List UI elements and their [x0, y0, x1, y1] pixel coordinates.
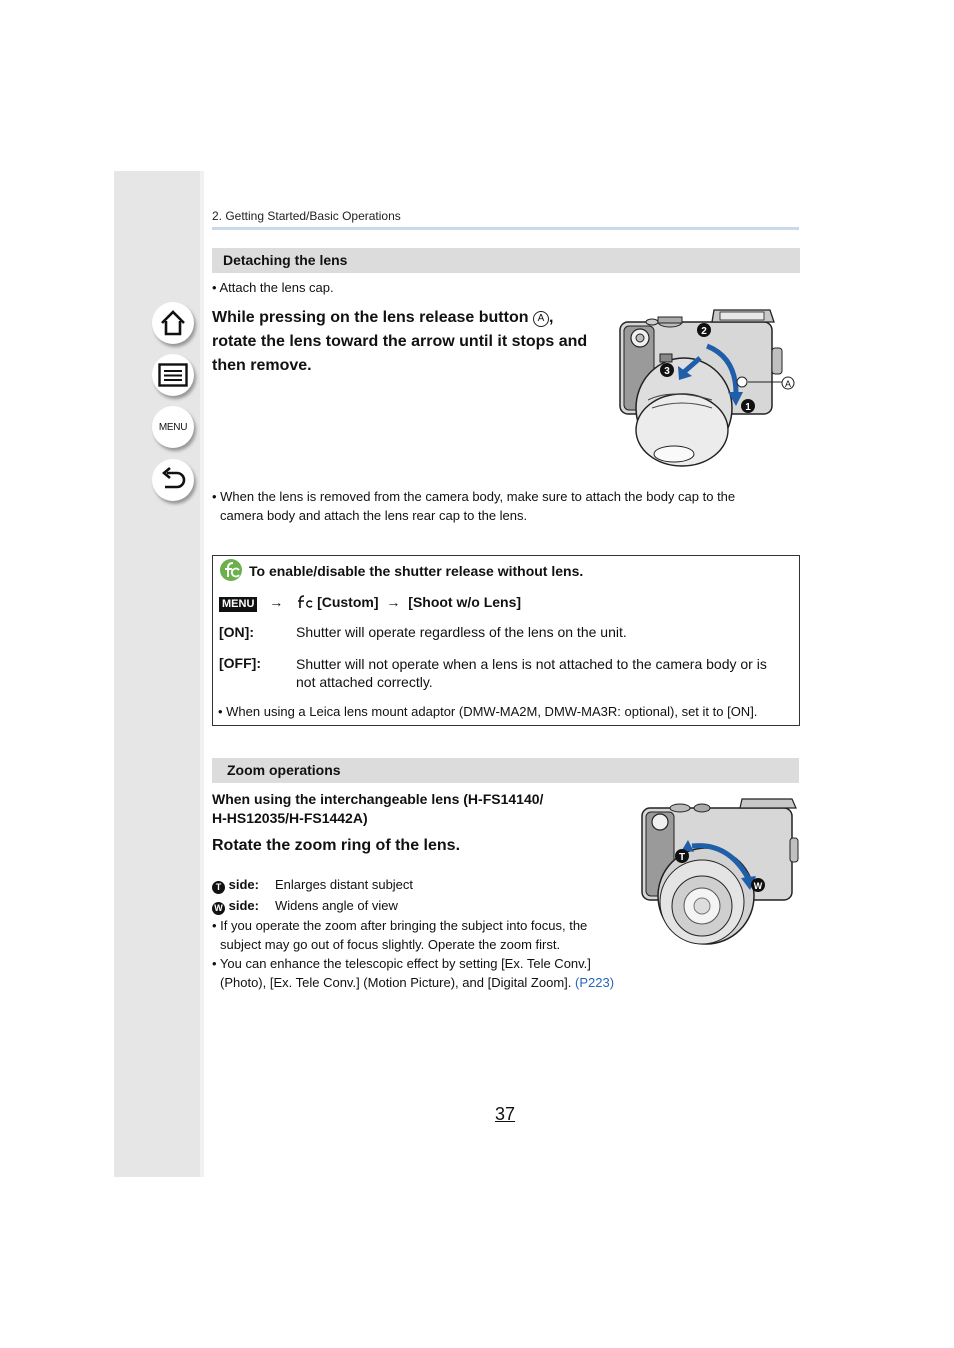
on-description: Shutter will operate regardless of the lens on the unit. — [296, 624, 627, 640]
menu-path — [219, 594, 521, 612]
w-side-label: side: — [228, 898, 259, 913]
section-heading-zoom: Zoom operations — [212, 758, 799, 783]
home-button[interactable] — [152, 302, 194, 344]
custom-menu-icon — [219, 558, 243, 582]
bullet-2-line-1: • You can enhance the telescopic effect by setting [Ex. Tele Conv.] — [212, 956, 591, 971]
w-side-row — [212, 896, 259, 915]
custom-label: [Custom] — [317, 594, 379, 610]
w-badge: W — [212, 902, 225, 915]
step-line-2: rotate the lens toward the arrow until it stops and — [212, 333, 588, 350]
figure-label-t: T — [678, 852, 686, 863]
section-heading-detaching: Detaching the lens — [212, 248, 800, 273]
marker-a: A — [533, 311, 549, 327]
detach-note — [212, 487, 800, 525]
zoom-sub-line-2: H-HS12035/H-FS1442A) — [212, 810, 368, 826]
camera-detach-illustration — [612, 308, 802, 470]
back-arrow-icon — [159, 467, 187, 493]
header-rule — [212, 227, 799, 230]
custom-tab-icon — [297, 595, 313, 609]
zoom-bullets — [212, 916, 642, 992]
off-desc-line-2: not attached correctly. — [296, 674, 433, 690]
arrow-2: → — [386, 594, 401, 610]
zoom-sub-line-1: When using the interchangeable lens (H-FS14140/ — [212, 791, 544, 807]
bullet-lens-cap: • Attach the lens cap. — [212, 280, 334, 295]
note-line-2: camera body and attach the lens rear cap to the lens. — [220, 508, 528, 523]
page-number: 37 — [495, 1104, 516, 1124]
contents-button[interactable] — [152, 354, 194, 396]
figure-label-1: 1 — [745, 402, 751, 413]
figure-label-a: A — [784, 379, 792, 389]
menu-label: MENU — [158, 421, 188, 433]
zoom-step: Rotate the zoom ring of the lens. — [212, 837, 461, 854]
menu-badge: MENU — [219, 597, 257, 612]
off-description — [296, 655, 796, 691]
box-title: To enable/disable the shutter release without lens. — [249, 563, 584, 579]
on-label: [ON]: — [219, 624, 254, 640]
detach-step: While pressing on the lens release button A , rotate the lens toward the arrow until it stops and then remove. — [212, 306, 612, 378]
bullet-2-line-2: (Photo), [Ex. Tele Conv.] (Motion Picture), and [Digital Zoom]. — [220, 975, 572, 990]
off-label: [OFF]: — [219, 655, 261, 671]
t-badge: T — [212, 881, 225, 894]
figure-label-3: 3 — [664, 366, 670, 377]
bullet-1-line-1: • If you operate the zoom after bringing the subject into focus, the — [212, 918, 588, 933]
menu-button[interactable] — [152, 406, 194, 448]
list-icon — [158, 363, 188, 387]
home-icon — [159, 309, 187, 337]
figure-label-2: 2 — [701, 326, 707, 337]
t-side-label: side: — [228, 877, 259, 892]
t-side-row — [212, 875, 259, 894]
w-side-desc: Widens angle of view — [275, 898, 398, 913]
off-desc-line-1: Shutter will not operate when a lens is not attached to the camera body or is — [296, 656, 767, 672]
zoom-subheading — [212, 790, 543, 828]
t-side-desc: Enlarges distant subject — [275, 877, 414, 892]
custom-setting-box — [212, 555, 800, 726]
breadcrumb: 2. Getting Started/Basic Operations — [212, 209, 401, 223]
bullet-1-line-2: subject may go out of focus slightly. Operate the zoom first. — [220, 937, 561, 952]
step-line-1: While pressing on the lens release button — [212, 309, 533, 326]
back-button[interactable] — [152, 459, 194, 501]
shoot-wo-lens-label: [Shoot w/o Lens] — [408, 594, 522, 610]
sidebar-edge — [200, 171, 204, 1177]
camera-zoom-illustration — [636, 798, 800, 948]
figure-label-w: W — [753, 881, 763, 891]
page-link-p223[interactable]: (P223) — [575, 975, 615, 990]
note-line-1: • When the lens is removed from the camera body, make sure to attach the body cap to the — [212, 489, 736, 504]
arrow-1: → — [269, 594, 284, 610]
step-line-3: then remove. — [212, 357, 312, 374]
box-note: • When using a Leica lens mount adaptor (DMW-MA2M, DMW-MA3R: optional), set it to [ON]. — [218, 704, 758, 719]
